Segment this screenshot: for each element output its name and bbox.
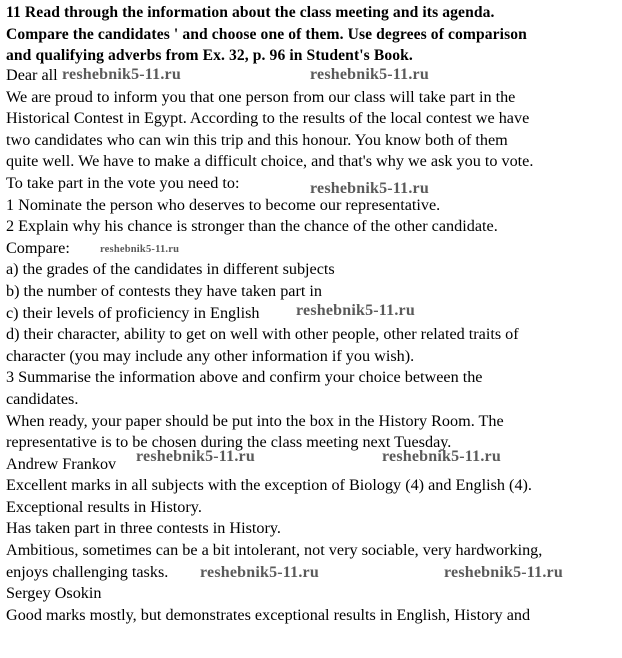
compare-item: c) their levels of proficiency in English [6,303,260,322]
watermark: reshebnik5-11.ru [310,66,429,83]
body-line: representative is to be chosen during the class meeting next Tuesday. [6,433,452,452]
body-line: Historical Contest in Egypt. According to the results of the local contest we have [6,109,530,128]
greeting: Dear all [6,66,58,84]
candidate-detail: Ambitious, sometimes can be a bit intolerant, not very sociable, very hardworking, [6,541,543,560]
compare-label: Compare: [6,238,70,257]
task-item: 2 Explain why his chance is stronger than the chance of the other candidate. [6,217,498,236]
candidate-detail: Exceptional results in History. [6,497,202,516]
body-line: quite well. We have to make a difficult choice, and that's why we ask you to vote. [6,152,534,171]
candidate-name: Andrew Frankov [6,454,117,473]
compare-item: d) their character, ability to get on well with other people, other related traits of [6,325,519,344]
body-line: To take part in the vote you need to: [6,173,240,192]
candidate-detail: Has taken part in three contests in History. [6,519,281,538]
letter-body [6,65,620,626]
task-item-continued: candidates. [6,389,79,408]
watermark: reshebnik5-11.ru [62,66,181,83]
watermark: reshebnik5-11.ru [382,448,501,465]
body-line: When ready, your paper should be put into the box in the History Room. The [6,411,504,430]
task-item: 1 Nominate the person who deserves to become our representative. [6,195,441,214]
watermark: reshebnik5-11.ru [444,564,563,581]
watermark: reshebnik5-11.ru [136,448,255,465]
exercise-heading [6,2,618,67]
heading-line: 11 Read through the information about the class meeting and its agenda. [6,4,495,21]
body-line: two candidates who can win this trip and this honour. You know both of them [6,130,508,149]
compare-item: b) the number of contests they have taken part in [6,281,323,300]
candidate-detail: Good marks mostly, but demonstrates exceptional results in English, History and [6,605,531,624]
task-item: 3 Summarise the information above and confirm your choice between the [6,368,483,387]
watermark: reshebnik5-11.ru [100,244,180,255]
watermark: reshebnik5-11.ru [310,180,429,197]
body-line: We are proud to inform you that one person from our class will take part in the [6,87,516,106]
watermark: reshebnik5-11.ru [200,564,319,581]
candidate-detail: Excellent marks in all subjects with the exception of Biology (4) and English (4). [6,476,532,495]
watermark: reshebnik5-11.ru [296,302,415,319]
candidate-name: Sergey Osokin [6,584,102,603]
heading-line: Compare the candidates ' and choose one of them. Use degrees of comparison [6,25,527,43]
heading-line: and qualifying adverbs from Ex. 32, p. 96 in Student's Book. [6,47,413,64]
compare-item-continued: character (you may include any other information if you wish). [6,346,415,365]
compare-item: a) the grades of the candidates in different subjects [6,260,335,279]
candidate-detail: enjoys challenging tasks. [6,562,169,581]
